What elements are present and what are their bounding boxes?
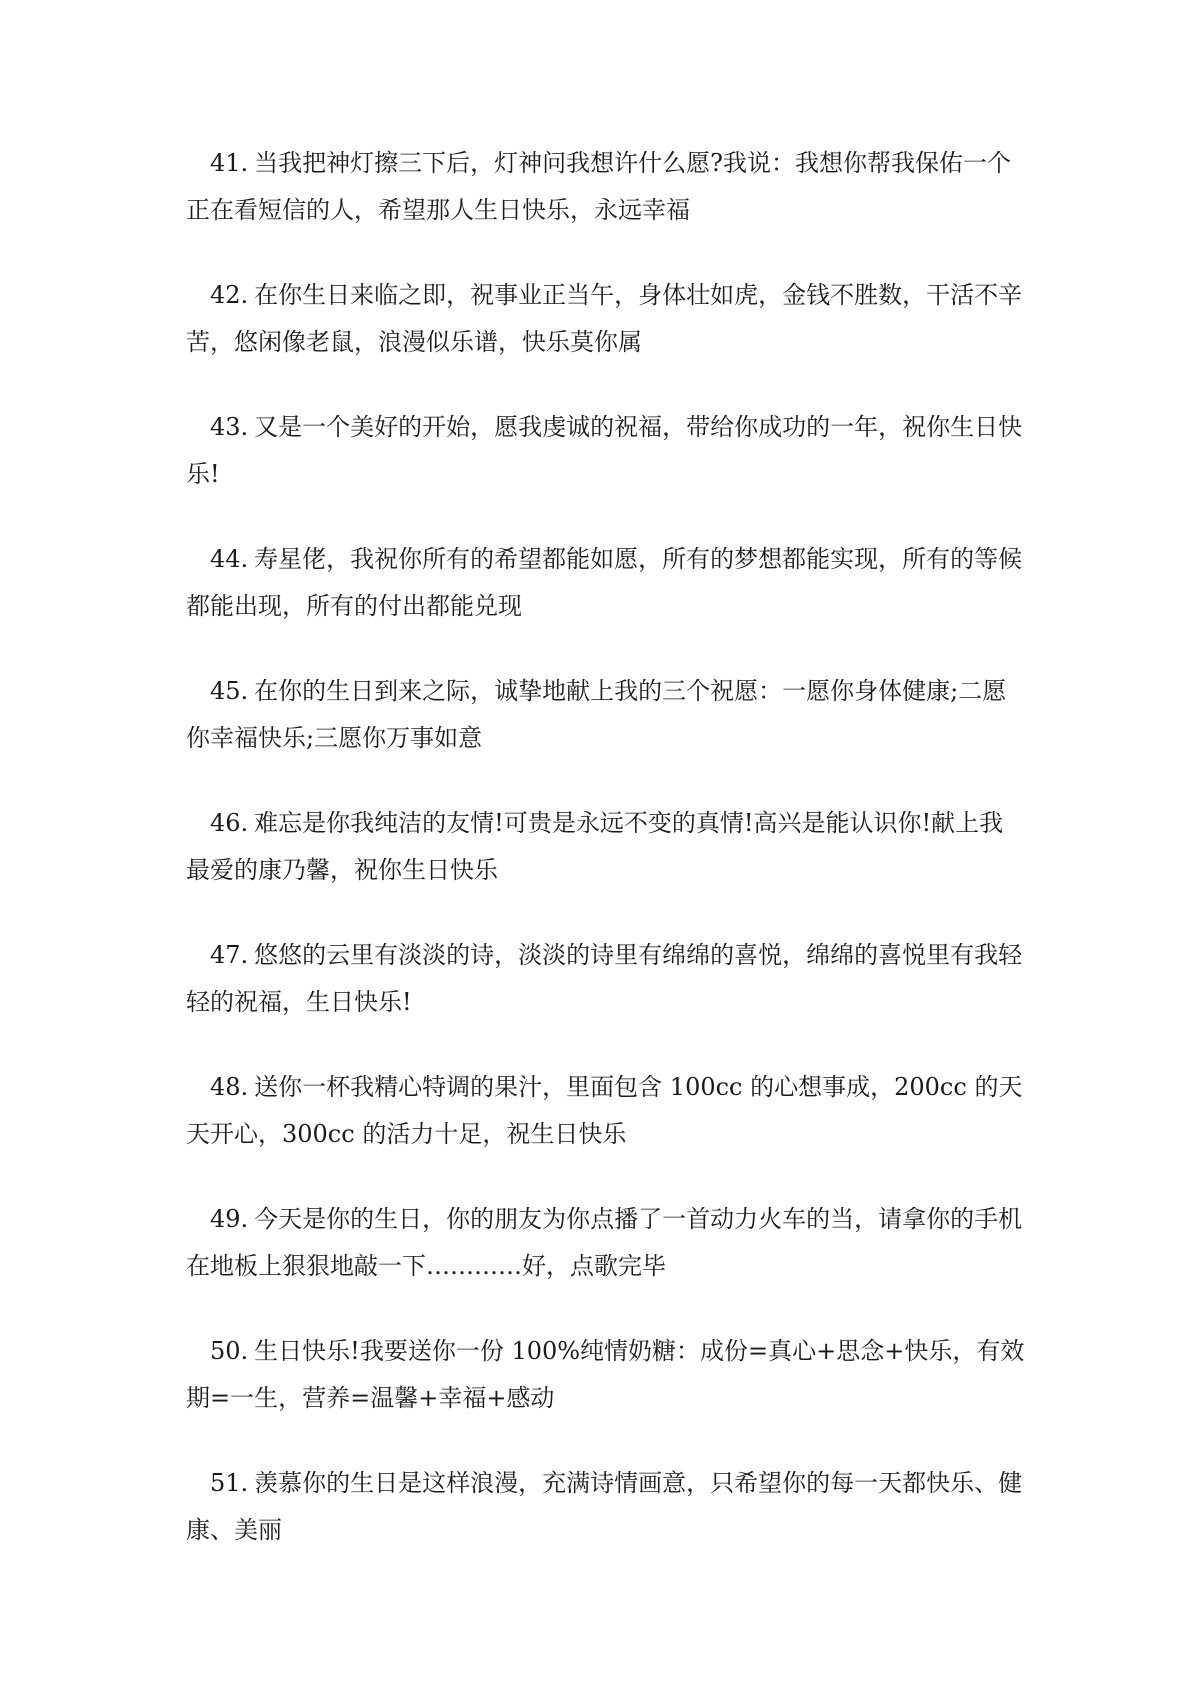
item-text: 当我把神灯擦三下后，灯神问我想许什么愿?我说：我想你帮我保佑一个正在看短信的人，希望那人生日快乐，永远幸福 xyxy=(186,149,1012,224)
list-item xyxy=(186,536,1026,630)
item-text: 羡慕你的生日是这样浪漫，充满诗情画意，只希望你的每一天都快乐、健康、美丽 xyxy=(186,1469,1023,1544)
item-number: 41. xyxy=(210,149,249,177)
item-number: 47. xyxy=(210,941,249,969)
item-number: 50. xyxy=(210,1337,249,1365)
item-number: 46. xyxy=(210,809,249,837)
item-text: 悠悠的云里有淡淡的诗，淡淡的诗里有绵绵的喜悦，绵绵的喜悦里有我轻轻的祝福，生日快乐! xyxy=(186,941,1023,1016)
item-text: 在你生日来临之即，祝事业正当午，身体壮如虎，金钱不胜数，干活不辛苦，悠闲像老鼠，浪漫似乐谱，快乐莫你属 xyxy=(186,281,1023,356)
list-item xyxy=(186,1064,1026,1158)
wish-list xyxy=(186,140,1026,1592)
item-text: 寿星佬，我祝你所有的希望都能如愿，所有的梦想都能实现，所有的等候都能出现，所有的付出都能兑现 xyxy=(186,545,1023,620)
item-number: 42. xyxy=(210,281,249,309)
list-item xyxy=(186,404,1026,498)
list-item xyxy=(186,140,1026,234)
item-text: 在你的生日到来之际，诚挚地献上我的三个祝愿：一愿你身体健康;二愿你幸福快乐;三愿你万事如意 xyxy=(186,677,1007,752)
list-item xyxy=(186,932,1026,1026)
list-item xyxy=(186,668,1026,762)
item-number: 45. xyxy=(210,677,249,705)
item-text: 又是一个美好的开始，愿我虔诚的祝福，带给你成功的一年，祝你生日快乐! xyxy=(186,413,1023,488)
list-item xyxy=(186,800,1026,894)
list-item xyxy=(186,1328,1026,1422)
item-number: 51. xyxy=(210,1469,249,1497)
item-text: 难忘是你我纯洁的友情!可贵是永远不变的真情!高兴是能认识你!献上我最爱的康乃馨，祝你生日快乐 xyxy=(186,809,1004,884)
item-number: 43. xyxy=(210,413,249,441)
item-text: 生日快乐!我要送你一份 100%纯情奶糖：成份=真心+思念+快乐，有效期=一生，营养=温馨+幸福+感动 xyxy=(186,1337,1025,1412)
item-text: 今天是你的生日，你的朋友为你点播了一首动力火车的当，请拿你的手机在地板上狠狠地敲一下…………好，点歌完毕 xyxy=(186,1205,1023,1280)
list-item xyxy=(186,272,1026,366)
item-number: 49. xyxy=(210,1205,249,1233)
item-text: 送你一杯我精心特调的果汁，里面包含 100cc 的心想事成，200cc 的天天开心，300cc 的活力十足，祝生日快乐 xyxy=(186,1073,1023,1148)
item-number: 44. xyxy=(210,545,249,573)
list-item xyxy=(186,1460,1026,1554)
list-item xyxy=(186,1196,1026,1290)
item-number: 48. xyxy=(210,1073,249,1101)
